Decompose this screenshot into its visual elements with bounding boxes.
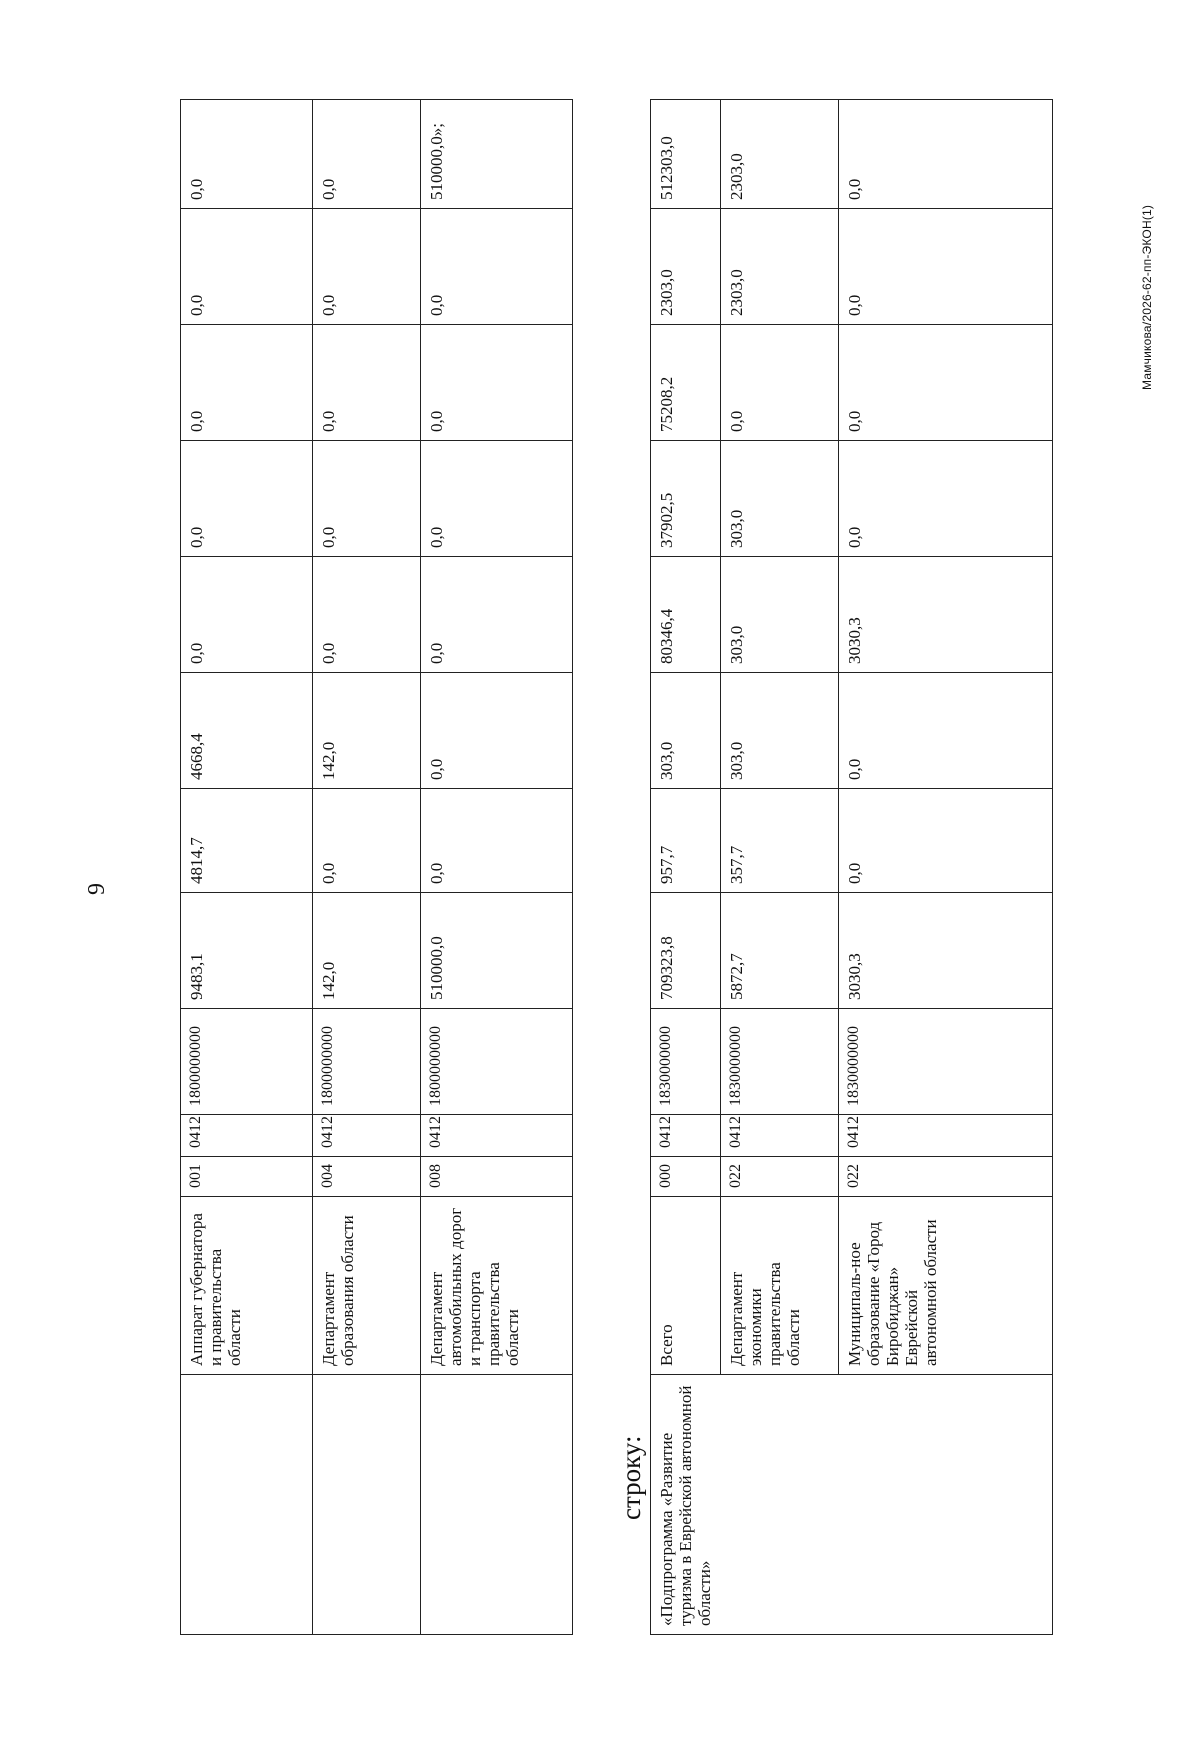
rzpr-code: 0412	[721, 1115, 839, 1157]
year-value: 37902,5	[651, 441, 721, 557]
table-row	[421, 100, 573, 1635]
year-value: 0,0	[313, 325, 421, 441]
budget-table-bottom	[650, 99, 1053, 1635]
executor-cell: Департамент автомобильных дорог и транспорта правительства области	[421, 1197, 573, 1375]
year-value: 0,0	[313, 441, 421, 557]
executor-cell: Муниципаль-ное образование «Город Биробиджан» Еврейской автономной области	[839, 1197, 1053, 1375]
total-value: 9483,1	[181, 893, 313, 1009]
rzpr-code: 0412	[651, 1115, 721, 1157]
budget-table-top	[180, 99, 573, 1635]
program-cell	[313, 1375, 421, 1635]
executor-cell: Аппарат губернатора и правительства области	[181, 1197, 313, 1375]
rzpr-code: 0412	[181, 1115, 313, 1157]
year-value: 512303,0	[651, 100, 721, 209]
year-value: 80346,4	[651, 557, 721, 673]
grbs-code: 022	[721, 1157, 839, 1197]
csr-code: 1830000000	[721, 1009, 839, 1115]
rzpr-code: 0412	[421, 1115, 573, 1157]
year-value: 0,0	[721, 325, 839, 441]
year-value: 0,0	[313, 557, 421, 673]
year-value: 0,0	[839, 100, 1053, 209]
csr-code: 1830000000	[651, 1009, 721, 1115]
year-value: 0,0	[181, 441, 313, 557]
document-footer-code: Мамчикова/2026-62-пп-ЭКОН(1)	[1140, 204, 1154, 390]
year-value: 0,0	[839, 325, 1053, 441]
year-value: 75208,2	[651, 325, 721, 441]
table-row	[313, 100, 421, 1635]
year-value: 357,7	[721, 789, 839, 893]
executor-cell: Департамент экономики правительства области	[721, 1197, 839, 1375]
table-row	[651, 100, 721, 1635]
year-value: 0,0	[313, 209, 421, 325]
year-value: 0,0	[839, 789, 1053, 893]
program-cell	[181, 1375, 313, 1635]
program-cell	[421, 1375, 573, 1635]
year-value: 142,0	[313, 673, 421, 789]
grbs-code: 004	[313, 1157, 421, 1197]
executor-cell: Всего	[651, 1197, 721, 1375]
csr-code: 1800000000	[313, 1009, 421, 1115]
year-value: 0,0	[421, 441, 573, 557]
year-value: 510000,0»;	[421, 100, 573, 209]
year-value: 0,0	[313, 100, 421, 209]
year-value: 0,0	[839, 209, 1053, 325]
section-label: строку:	[616, 1435, 646, 1520]
year-value: 2303,0	[651, 209, 721, 325]
year-value: 0,0	[839, 673, 1053, 789]
program-cell: «Подпрограмма «Развитие туризма в Еврейской автономной области»	[651, 1375, 1053, 1635]
year-value: 0,0	[181, 209, 313, 325]
total-value: 142,0	[313, 893, 421, 1009]
total-value: 3030,3	[839, 893, 1053, 1009]
year-value: 4668,4	[181, 673, 313, 789]
rzpr-code: 0412	[839, 1115, 1053, 1157]
csr-code: 1800000000	[181, 1009, 313, 1115]
year-value: 0,0	[839, 441, 1053, 557]
grbs-code: 022	[839, 1157, 1053, 1197]
year-value: 0,0	[181, 557, 313, 673]
table-row	[181, 100, 313, 1635]
year-value: 0,0	[421, 673, 573, 789]
year-value: 0,0	[421, 325, 573, 441]
year-value: 957,7	[651, 789, 721, 893]
year-value: 303,0	[721, 557, 839, 673]
grbs-code: 008	[421, 1157, 573, 1197]
year-value: 0,0	[181, 100, 313, 209]
year-value: 303,0	[651, 673, 721, 789]
year-value: 2303,0	[721, 100, 839, 209]
rzpr-code: 0412	[313, 1115, 421, 1157]
csr-code: 1830000000	[839, 1009, 1053, 1115]
year-value: 0,0	[421, 557, 573, 673]
grbs-code: 000	[651, 1157, 721, 1197]
year-value: 303,0	[721, 441, 839, 557]
year-value: 2303,0	[721, 209, 839, 325]
total-value: 709323,8	[651, 893, 721, 1009]
page-number: 9	[84, 883, 110, 895]
total-value: 510000,0	[421, 893, 573, 1009]
year-value: 303,0	[721, 673, 839, 789]
total-value: 5872,7	[721, 893, 839, 1009]
grbs-code: 001	[181, 1157, 313, 1197]
csr-code: 1800000000	[421, 1009, 573, 1115]
year-value: 0,0	[181, 325, 313, 441]
year-value: 4814,7	[181, 789, 313, 893]
executor-cell: Департамент образования области	[313, 1197, 421, 1375]
year-value: 3030,3	[839, 557, 1053, 673]
year-value: 0,0	[313, 789, 421, 893]
year-value: 0,0	[421, 789, 573, 893]
year-value: 0,0	[421, 209, 573, 325]
